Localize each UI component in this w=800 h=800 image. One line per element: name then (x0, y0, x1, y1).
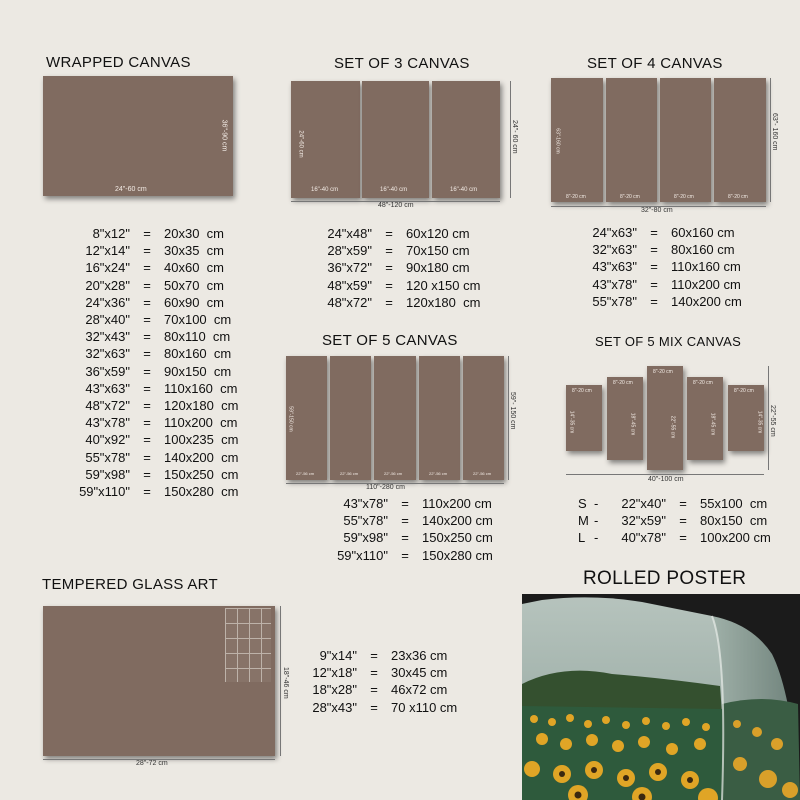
size-centimeters: 80x110 cm (164, 329, 231, 345)
panel-height-label: 14"-35 cm (568, 410, 575, 434)
equals-sign: = (143, 260, 151, 276)
size-centimeters: 110x200 cm (422, 496, 492, 511)
equals-sign: = (385, 226, 393, 241)
set3-panel (432, 81, 500, 198)
size-inches: 59"x110" (337, 547, 388, 563)
size-row (48, 225, 238, 242)
panel-height-label: 22"-55 cm (669, 415, 676, 439)
panel-width-label: 22"-56 cm (340, 471, 359, 476)
mix5-panel (566, 385, 602, 451)
size-row (48, 311, 238, 328)
set5-panel (374, 356, 416, 480)
size-row (48, 328, 238, 345)
size-centimeters: 140x200 cm (422, 513, 493, 529)
wrapped-canvas-preview (43, 76, 233, 196)
size-inches: 59"x110" (79, 484, 130, 500)
size-code: L (578, 530, 586, 546)
size-inches: 48"x59" (327, 277, 372, 293)
panel-width-label: 8"-20 cm (653, 369, 673, 375)
equals-sign: = (650, 259, 658, 275)
wrapped-size-list (48, 225, 238, 500)
panel-width-label: 22"-56 cm (384, 471, 403, 476)
equals-sign: = (401, 496, 409, 511)
panel-height-label: 14"-35 cm (756, 410, 763, 434)
size-centimeters: 30x35 cm (164, 243, 224, 259)
equals-sign: = (143, 363, 151, 379)
equals-sign: = (679, 496, 687, 511)
set5-title: SET OF 5 CANVAS (322, 332, 458, 349)
panel-width-label: 8"-20 cm (674, 194, 694, 200)
size-inches: 32"x59" (621, 513, 666, 529)
size-inches: 59"x98" (85, 466, 130, 482)
set3-panel (362, 81, 429, 198)
equals-sign: = (143, 346, 151, 362)
equals-sign: = (143, 243, 151, 259)
size-inches: 8"x12" (92, 226, 130, 241)
size-row (318, 242, 480, 259)
glass-height-label: 18"-46 cm (282, 667, 289, 699)
set5-total-width: 110"-280 cm (366, 484, 405, 491)
size-inches: 55"x78" (343, 513, 388, 529)
size-inches: 43"x78" (592, 276, 637, 292)
panel-width-label: 8"-20 cm (613, 380, 633, 386)
size-centimeters: 40x60 cm (164, 260, 224, 276)
panel-height-label: 59"-150 cm (287, 406, 294, 432)
glass-reflection (225, 608, 271, 682)
panel-height-label: 18"-45 cm (709, 412, 716, 436)
size-row (305, 699, 457, 716)
size-row (48, 363, 238, 380)
size-inches: 32"x43" (85, 329, 130, 345)
dash-separator: - (594, 530, 599, 546)
set4-title: SET OF 4 CANVAS (587, 55, 723, 72)
size-inches: 20"x28" (85, 277, 130, 293)
panel-height-label: 63"-160 cm (554, 128, 561, 154)
panel-width-label: 16"-40 cm (380, 187, 408, 193)
equals-sign: = (401, 547, 409, 563)
size-row (318, 547, 493, 564)
size-centimeters: 90x180 cm (406, 260, 470, 276)
size-inches: 9"x14" (319, 648, 357, 663)
size-inches: 24"x63" (592, 225, 637, 240)
size-row (305, 664, 457, 681)
size-row (48, 259, 238, 276)
dash-separator: - (594, 513, 599, 529)
set4-size-list (591, 224, 742, 310)
size-row (591, 258, 742, 275)
size-row (305, 647, 457, 664)
size-centimeters: 120x180 cm (164, 398, 239, 414)
equals-sign: = (385, 243, 393, 259)
size-centimeters: 90x150 cm (164, 363, 232, 379)
size-centimeters: 23x36 cm (391, 648, 448, 663)
size-inches: 16"x24" (85, 260, 130, 276)
equals-sign: = (143, 312, 151, 328)
size-centimeters: 150x250 cm (164, 466, 239, 482)
size-inches: 43"x63" (85, 380, 130, 396)
size-centimeters: 100x235 cm (164, 432, 239, 448)
equals-sign: = (401, 513, 409, 529)
equals-sign: = (143, 226, 151, 241)
set4-panel (660, 78, 711, 202)
size-centimeters: 150x280 cm (164, 484, 239, 500)
size-inches: 36"x59" (85, 363, 130, 379)
size-centimeters: 60x90 cm (164, 294, 224, 310)
glass-size-list (305, 647, 457, 716)
set5-panel (330, 356, 371, 480)
size-centimeters: 70x150 cm (406, 243, 470, 259)
equals-sign: = (143, 398, 151, 414)
size-inches: 28"x43" (312, 699, 357, 715)
size-row (578, 512, 771, 529)
set4-total-width: 32"-80 cm (641, 207, 673, 214)
panel-width-label: 8"-20 cm (572, 388, 592, 394)
size-inches: 24"x36" (85, 294, 130, 310)
set3-size-list (318, 225, 480, 311)
size-row (578, 529, 771, 546)
size-inches: 12"x18" (312, 665, 357, 681)
size-inches: 43"x63" (592, 259, 637, 275)
size-inches: 28"x40" (85, 312, 130, 328)
wrapped-height-label: 36"-90 cm (220, 119, 228, 152)
size-row (48, 449, 238, 466)
panel-width-label: 22"-56 cm (429, 471, 448, 476)
equals-sign: = (385, 294, 393, 310)
glass-title: TEMPERED GLASS ART (42, 576, 219, 593)
size-centimeters: 120x180 cm (406, 294, 481, 310)
size-centimeters: 60x120 cm (406, 226, 470, 241)
size-inches: 18"x28" (312, 682, 357, 698)
size-inches: 43"x78" (85, 415, 130, 431)
size-inches: 40"x92" (85, 432, 130, 448)
glass-height-line (280, 606, 281, 756)
mix5-width-line (566, 474, 764, 475)
size-centimeters: 100x200 cm (700, 530, 771, 546)
sunflower-poster-illustration (522, 594, 800, 800)
glass-width-label: 28"-72 cm (136, 760, 168, 767)
glass-preview (43, 606, 275, 756)
size-inches: 55"x78" (85, 449, 130, 465)
size-row (48, 483, 238, 500)
mix5-panel (647, 366, 683, 470)
equals-sign: = (385, 277, 393, 293)
mix5-panel (687, 377, 723, 460)
size-inches: 55"x78" (592, 293, 637, 309)
size-centimeters: 70x100 cm (164, 312, 232, 328)
size-centimeters: 110x160 cm (164, 380, 238, 396)
equals-sign: = (143, 449, 151, 465)
panel-width-label: 8"-20 cm (620, 194, 640, 200)
mix5-total-height: 22"-55 cm (769, 405, 776, 437)
set3-total-width: 48"-120 cm (378, 202, 414, 209)
size-row (48, 414, 238, 431)
panel-height-label: 24"-60 cm (297, 130, 304, 158)
panel-width-label: 8"-20 cm (734, 388, 754, 394)
equals-sign: = (679, 513, 687, 529)
equals-sign: = (650, 293, 658, 309)
mix5-size-list (578, 495, 771, 547)
size-row (318, 529, 493, 546)
size-centimeters: 20x30 cm (164, 226, 224, 241)
size-row (318, 495, 493, 512)
equals-sign: = (143, 484, 151, 500)
equals-sign: = (143, 466, 151, 482)
wrapped-canvas-title: WRAPPED CANVAS (46, 54, 191, 71)
set3-panel (291, 81, 360, 198)
panel-width-label: 8"-20 cm (728, 194, 748, 200)
size-inches: 32"x63" (592, 242, 637, 258)
size-row (591, 241, 742, 258)
panel-width-label: 8"-20 cm (566, 194, 586, 200)
size-code: S (578, 496, 587, 511)
equals-sign: = (370, 648, 378, 663)
size-centimeters: 140x200 cm (164, 449, 239, 465)
size-centimeters: 46x72 cm (391, 682, 448, 698)
size-centimeters: 80x160 cm (164, 346, 232, 362)
equals-sign: = (143, 277, 151, 293)
equals-sign: = (650, 242, 658, 258)
size-inches: 48"x72" (327, 294, 372, 310)
set5-panel (463, 356, 504, 480)
size-inches: 43"x78" (343, 496, 388, 511)
size-row (591, 293, 742, 310)
rolled-poster-image (522, 594, 800, 800)
set4-panel (714, 78, 766, 202)
size-inches: 22"x40" (621, 496, 666, 511)
size-inches: 28"x59" (327, 243, 372, 259)
panel-width-label: 8"-20 cm (693, 380, 713, 386)
equals-sign: = (143, 415, 151, 431)
mix5-total-width: 40"-100 cm (648, 476, 684, 483)
size-centimeters: 30x45 cm (391, 665, 448, 681)
panel-width-label: 22"-56 cm (296, 471, 315, 476)
size-centimeters: 110x200 cm (164, 415, 238, 431)
set4-panel (551, 78, 603, 202)
equals-sign: = (143, 329, 151, 345)
size-row (48, 345, 238, 362)
equals-sign: = (650, 225, 658, 240)
equals-sign: = (370, 665, 378, 681)
panel-width-label: 16"-40 cm (450, 187, 478, 193)
size-row (318, 225, 480, 242)
set5-panel (286, 356, 327, 480)
size-row (48, 277, 238, 294)
size-centimeters: 70 x110 cm (391, 699, 458, 715)
equals-sign: = (370, 699, 378, 715)
size-centimeters: 150x250 cm (422, 530, 493, 546)
equals-sign: = (385, 260, 393, 276)
panel-height-label: 18"-45 cm (629, 412, 636, 436)
size-code: M (578, 513, 589, 529)
panel-width-label: 22"-56 cm (473, 471, 492, 476)
size-row (48, 466, 238, 483)
set5-panel (419, 356, 460, 480)
size-centimeters: 150x280 cm (422, 547, 493, 563)
size-inches: 59"x98" (343, 530, 388, 546)
size-centimeters: 120 x150 cm (406, 277, 481, 293)
size-inches: 40"x78" (621, 530, 666, 546)
wrapped-width-label: 24"-60 cm (115, 186, 147, 193)
poster-title: ROLLED POSTER (583, 568, 747, 589)
size-row (318, 277, 480, 294)
equals-sign: = (650, 276, 658, 292)
size-row (578, 495, 771, 512)
size-row (48, 380, 238, 397)
size-row (591, 224, 742, 241)
mix5-title: SET OF 5 MIX CANVAS (595, 334, 742, 349)
size-row (318, 294, 480, 311)
equals-sign: = (679, 530, 687, 546)
size-centimeters: 80x150 cm (700, 513, 768, 529)
equals-sign: = (143, 294, 151, 310)
size-centimeters: 55x100 cm (700, 496, 768, 511)
set5-total-height: 59"- 150 cm (509, 392, 516, 430)
set3-title: SET OF 3 CANVAS (334, 55, 470, 72)
size-row (48, 294, 238, 311)
size-inches: 48"x72" (85, 398, 130, 414)
panel-width-label: 16"-40 cm (311, 187, 339, 193)
equals-sign: = (370, 682, 378, 698)
size-inches: 24"x48" (327, 226, 372, 241)
size-row (48, 397, 238, 414)
mix5-panel (607, 377, 643, 460)
set4-total-height: 63"- 160 cm (771, 113, 778, 151)
dash-separator: - (594, 496, 599, 511)
size-row (48, 431, 238, 448)
size-row (591, 276, 742, 293)
size-centimeters: 110x200 cm (671, 276, 741, 292)
size-centimeters: 60x160 cm (671, 225, 735, 240)
size-row (318, 259, 480, 276)
size-inches: 12"x14" (85, 243, 130, 259)
size-centimeters: 50x70 cm (164, 277, 224, 293)
size-row (318, 512, 493, 529)
size-inches: 32"x63" (85, 346, 130, 362)
equals-sign: = (143, 380, 151, 396)
size-centimeters: 110x160 cm (671, 259, 741, 275)
mix5-panel (728, 385, 764, 451)
size-centimeters: 80x160 cm (671, 242, 735, 258)
size-row (48, 242, 238, 259)
set5-size-list (318, 495, 493, 564)
size-inches: 36"x72" (327, 260, 372, 276)
set4-panel (606, 78, 657, 202)
equals-sign: = (401, 530, 409, 546)
size-row (305, 681, 457, 698)
set3-total-height: 24"- 60 cm (511, 120, 518, 154)
size-centimeters: 140x200 cm (671, 293, 742, 309)
equals-sign: = (143, 432, 151, 448)
